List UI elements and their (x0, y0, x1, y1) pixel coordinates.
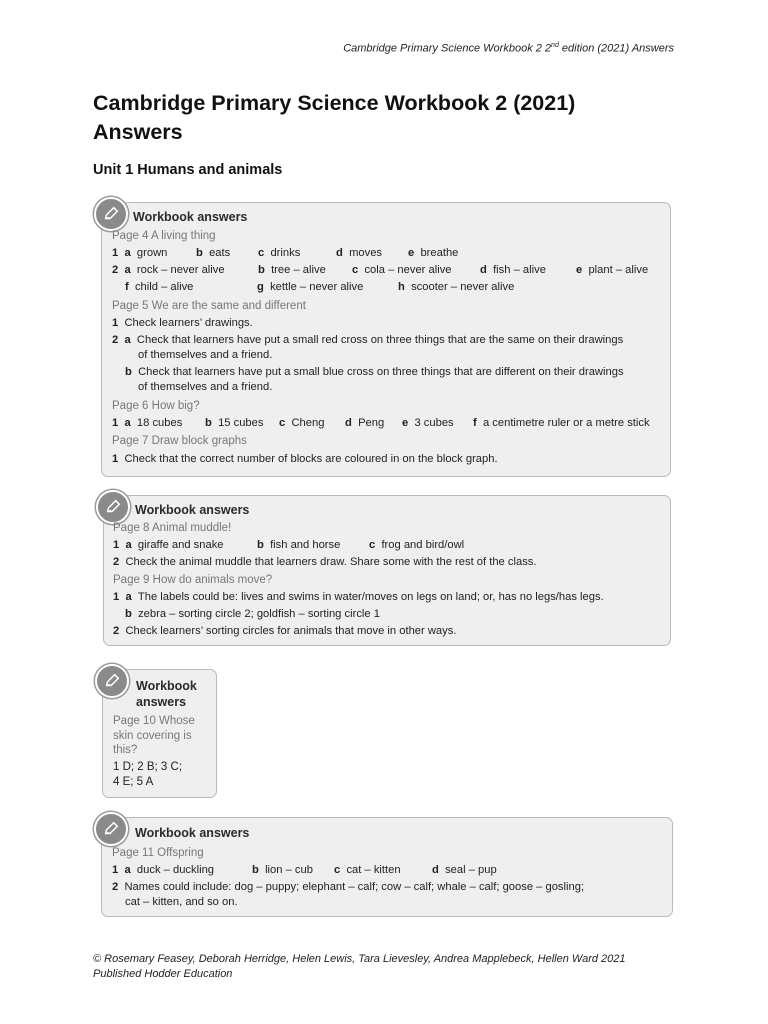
copyright-footer (93, 952, 626, 982)
answer-line: 2 Check learners’ sorting circles for animals that move in other ways. (113, 625, 457, 637)
section-heading: Page 11 Offspring (112, 847, 204, 859)
answer-box-2 (103, 495, 671, 646)
answer-line: b Check that learners have put a small blue cross on three things that are different on their drawings (125, 366, 624, 378)
answer-line: f child – alive g kettle – never alive h scooter – never alive (125, 281, 515, 293)
answer-line: 2 Names could include: dog – puppy; elephant – calf; cow – calf; whale – calf; goose – gosling; (112, 881, 585, 893)
answer-line: 1 a giraffe and snake b fish and horse c frog and bird/owl (113, 539, 465, 551)
answer-line: 1 a 18 cubes b 15 cubes c Cheng d Peng e 3 cubes f a centimetre ruler or a metre stick (112, 417, 650, 429)
box-title: answers (136, 695, 187, 709)
box-title: Workbook answers (133, 210, 248, 224)
section-heading: Page 6 How big? (112, 400, 200, 412)
answer-line: b zebra – sorting circle 2; goldfish – sorting circle 1 (125, 608, 380, 620)
answer-line: 1 Check learners’ drawings. (112, 317, 253, 329)
answer-line: cat – kitten, and so on. (125, 896, 238, 908)
section-heading: Page 4 A living thing (112, 230, 216, 242)
section-heading: skin covering is (113, 730, 192, 742)
answer-box-1 (101, 202, 671, 477)
answer-line: 1 a duck – duckling b lion – cub c cat – kitten d seal – pup (112, 864, 497, 876)
section-heading: Page 9 How do animals move? (113, 574, 273, 586)
page-title: Cambridge Primary Science Workbook 2 (2021) Answers (93, 91, 576, 144)
answer-box-4 (101, 817, 673, 917)
answer-line: 1 a The labels could be: lives and swims in water/moves on legs on land; or, has no legs/has legs. (113, 591, 604, 603)
answer-line: 1 a grown b eats c drinks d moves e breathe (112, 247, 459, 259)
unit-heading: Unit 1 Humans and animals (93, 162, 283, 178)
answer-line: 2 a rock – never alive b tree – alive c cola – never alive d fish – alive e plant – alive (112, 264, 649, 276)
copyright-line: © Rosemary Feasey, Deborah Herridge, Helen Lewis, Tara Lievesley, Andrea Mapplebeck, Hellen Ward 2021 (93, 953, 626, 965)
answer-line: of themselves and a friend. (138, 381, 273, 393)
answer-line: 4 E; 5 A (113, 776, 154, 788)
box-title: Workbook answers (135, 503, 250, 517)
box-title: Workbook answers (135, 826, 250, 840)
section-heading: Page 10 Whose (113, 715, 195, 727)
pencil-icon (94, 812, 128, 846)
section-heading: Page 5 We are the same and different (112, 300, 306, 312)
section-heading: Page 8 Animal muddle! (113, 522, 232, 534)
section-heading: this? (113, 744, 138, 756)
answer-line: 1 Check that the correct number of blocks are coloured in on the block graph. (112, 453, 498, 465)
answer-line: 1 D; 2 B; 3 C; (113, 761, 183, 773)
publisher-line: Published Hodder Education (93, 968, 233, 980)
answer-line: of themselves and a friend. (138, 349, 273, 361)
answer-line: 2 a Check that learners have put a small red cross on three things that are the same on their drawings (112, 334, 624, 346)
box-title: Workbook (136, 679, 197, 693)
running-header: Cambridge Primary Science Workbook 2 2nd edition (2021) Answers (343, 42, 674, 55)
answer-box-3 (102, 669, 217, 798)
pencil-icon (94, 197, 128, 231)
pencil-icon (96, 490, 130, 524)
pencil-icon (95, 664, 129, 698)
section-heading: Page 7 Draw block graphs (112, 435, 247, 447)
answer-line: 2 Check the animal muddle that learners draw. Share some with the rest of the class. (113, 556, 537, 568)
